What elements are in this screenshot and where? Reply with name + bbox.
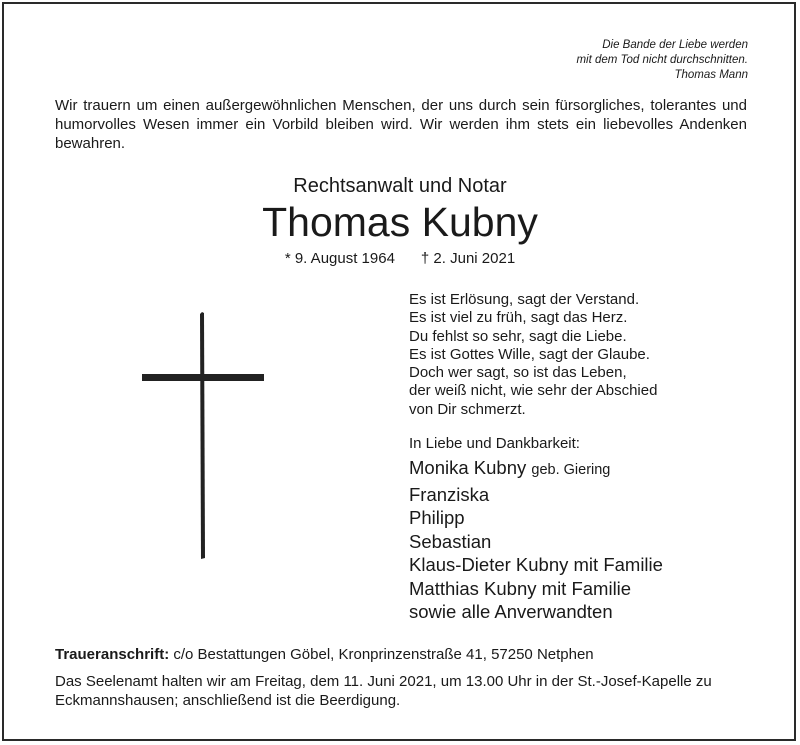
intro-text: Wir trauern um einen außergewöhnlichen Menschen, der uns durch sein fürsorgliches, tolerantes und humorvolles Wesen immer ein Vorbild bleiben wird. Wir werden ihm stets ein liebevolles Andenken bewahren. (55, 97, 747, 152)
epigraph-quote (576, 38, 748, 83)
life-dates (0, 249, 800, 269)
mourner-item: Philipp (409, 507, 465, 528)
poem (409, 291, 657, 419)
quote-line: mit dem Tod nicht durchschnitten. (576, 54, 748, 66)
poem-line: Es ist Erlösung, sagt der Verstand. (409, 291, 640, 308)
poem-line: von Dir schmerzt. (409, 400, 526, 418)
quote-line: Die Bande der Liebe werden (602, 39, 748, 51)
mourner-item: sowie alle Anverwandten (409, 601, 613, 622)
birth-date: * 9. August 1964 (284, 250, 395, 267)
address-label: Traueranschrift: (55, 646, 170, 663)
thanks-line: In Liebe und Dankbarkeit: (409, 435, 580, 452)
poem-line: Doch wer sagt, so ist das Leben, (409, 364, 627, 382)
mourning-address (55, 645, 594, 665)
deceased-profession: Rechtsanwalt und Notar (293, 175, 507, 197)
deceased-name: Thomas Kubny (262, 199, 538, 245)
poem-line: Es ist Gottes Wille, sagt der Glaube. (409, 345, 650, 363)
mourner-name: Monika Kubny (409, 457, 527, 478)
poem-line: Es ist viel zu früh, sagt das Herz. (409, 309, 628, 327)
mourner-note: geb. Giering (531, 462, 611, 478)
poem-line: Du fehlst so sehr, sagt die Liebe. (409, 327, 627, 345)
mourners-list (409, 456, 663, 624)
poem-line: der weiß nicht, wie sehr der Abschied (409, 382, 658, 400)
mourner-item: Franziska (409, 483, 490, 505)
cross-icon (140, 310, 270, 560)
death-date: † 2. Juni 2021 (420, 250, 516, 267)
mourner-item: Matthias Kubny mit Familie (409, 577, 632, 599)
mourner-item: Sebastian (409, 530, 492, 552)
mourner-item (409, 456, 663, 483)
mourner-item: Klaus-Dieter Kubny mit Familie (409, 554, 663, 575)
service-info: Das Seelenamt halten wir am Freitag, dem 11. Juni 2021, um 13.00 Uhr in der St.-Josef-Kapelle zu Eckmannshausen; anschließend ist die Beerdigung. (55, 673, 712, 709)
quote-author: Thomas Mann (674, 69, 748, 81)
address-text: c/o Bestattungen Göbel, Kronprinzenstraße 41, 57250 Netphen (173, 646, 594, 663)
